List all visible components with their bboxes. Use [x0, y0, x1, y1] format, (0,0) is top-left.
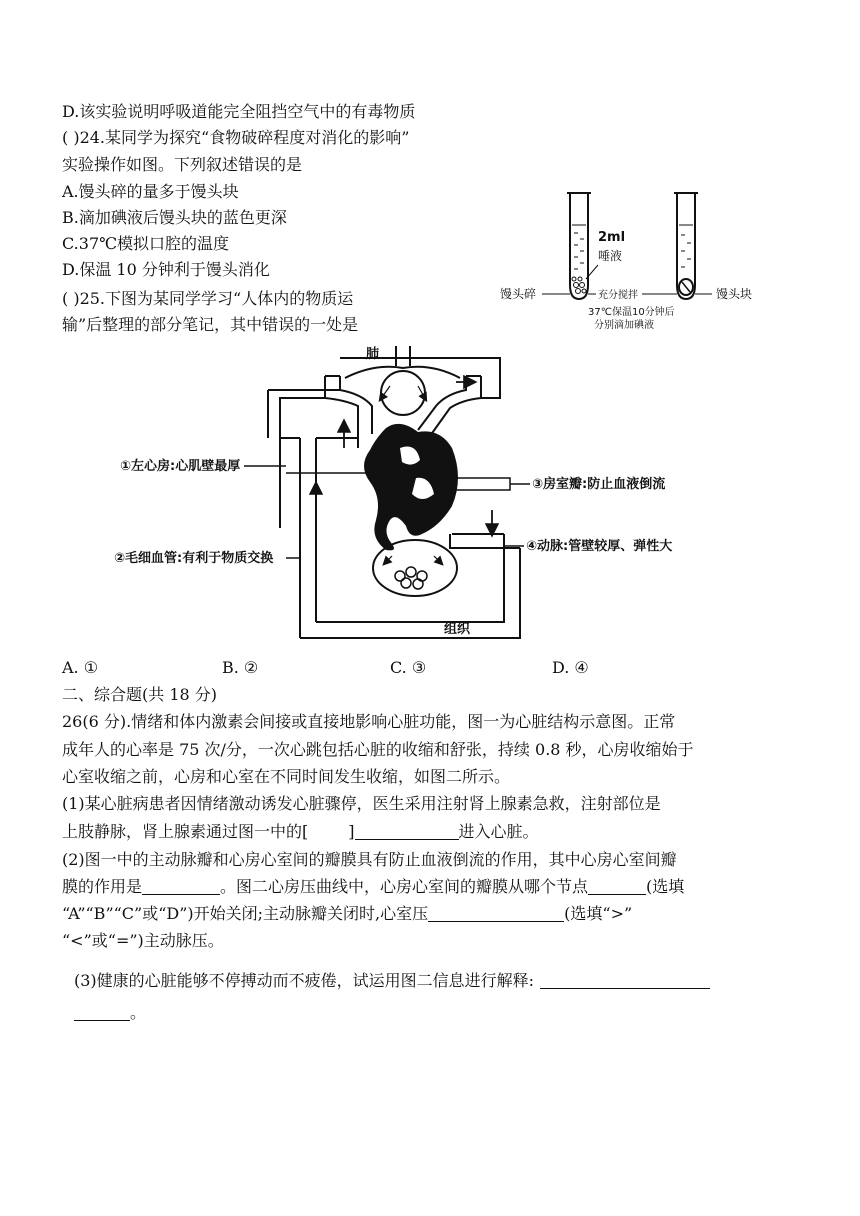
lung-capillary — [345, 346, 460, 415]
q26-part2-line2 — [62, 877, 684, 897]
block-label: 馒头块 — [716, 287, 753, 301]
part2-text-b: 。图二心房压曲线中，心房心室间的瓣膜从哪个节点 — [220, 877, 589, 896]
q24-option-a: A.馒头碎的量多于馒头块 — [62, 182, 239, 201]
answer-blank-node[interactable] — [588, 878, 646, 895]
q24-option-b: B.滴加碘液后馒头块的蓝色更深 — [62, 208, 287, 227]
q26-part3-line1 — [74, 971, 710, 991]
part3-end: 。 — [130, 1003, 147, 1022]
note-1: ①左心房:心肌壁最厚 — [120, 459, 241, 474]
q25-option-a: A. ① — [62, 658, 99, 677]
part2-text-d: “A”“B”“C”或“D”)开始关闭;主动脉瓣关闭时,心室压 — [62, 904, 429, 923]
right-test-tube — [674, 193, 698, 299]
part1-text-a: 上肢静脉，肾上腺素通过图一中的[ — [62, 822, 309, 841]
q25-stem-line1: ( )25.下图为某同学学习“人体内的物质运 — [62, 289, 354, 308]
part1-text-b: ] — [348, 822, 355, 841]
saliva-label: 唾液 — [598, 249, 623, 263]
q26-intro-line2: 成年人的心率是 75 次/分，一次心跳包括心脏的收缩和舒张，持续 0.8 秒，心房收缩始于 — [62, 740, 694, 759]
q26-part1-line2 — [62, 822, 539, 842]
lung-label: 肺 — [366, 347, 380, 362]
digestion-experiment-figure — [490, 185, 790, 330]
left-test-tube — [567, 193, 591, 299]
q24-stem-line1: ( )24.某同学为探究“食物破碎程度对消化的影响” — [62, 128, 410, 147]
part2-text-a: 膜的作用是 — [62, 877, 143, 896]
q26-intro-line3: 心室收缩之前，心房和心室在不同时间发生收缩，如图二所示。 — [62, 767, 511, 786]
answer-blank-vessel[interactable] — [355, 823, 459, 840]
q25-option-d: D. ④ — [552, 658, 589, 677]
answer-blank-valve-role[interactable] — [142, 878, 220, 895]
q25-option-c: C. ③ — [390, 658, 427, 677]
part1-text-c: 进入心脏。 — [458, 822, 539, 841]
answer-blank-pressure[interactable] — [428, 905, 564, 922]
circulation-diagram — [100, 338, 720, 643]
heart — [364, 424, 458, 551]
q25-option-b: B. ② — [222, 658, 259, 677]
answer-blank-explain-1[interactable] — [540, 972, 710, 989]
q26-part2-line4: “<”或“=”)主动脉压。 — [62, 931, 224, 950]
stir-label: 充分搅拌 — [598, 290, 638, 301]
tissue-label: 组织 — [444, 622, 471, 637]
note-line1: 37℃保温10分钟后 — [588, 307, 675, 318]
part2-text-e: (选填“>” — [564, 904, 633, 923]
q26-intro-line1: 26(6 分).情绪和体内激素会间接或直接地影响心脏功能，图一为心脏结构示意图。正常 — [62, 712, 676, 731]
crumbs-label: 馒头碎 — [500, 287, 537, 301]
q26-part1-line1: (1)某心脏病患者因情绪激动诱发心脏骤停，医生采用注射肾上腺素急救，注射部位是 — [62, 794, 661, 813]
answer-blank-explain-2[interactable] — [74, 1004, 130, 1021]
q26-part2-line3 — [62, 904, 632, 924]
q24-stem-line2: 实验操作如图。下列叙述错误的是 — [62, 155, 303, 174]
q26-part3-line2 — [74, 1003, 146, 1023]
part2-text-c: (选填 — [646, 877, 685, 896]
q25-stem-line2: 输”后整理的部分笔记，其中错误的一处是 — [62, 315, 359, 334]
note-3: ③房室瓣:防止血液倒流 — [532, 477, 666, 492]
q23-option-d: D.该实验说明呼吸道能完全阻挡空气中的有毒物质 — [62, 102, 416, 121]
q24-option-d: D.保温 10 分钟利于馒头消化 — [62, 260, 270, 279]
note-4: ④动脉:管壁较厚、弹性大 — [526, 539, 673, 554]
note-line2: 分别滴加碘液 — [594, 320, 654, 330]
q24-option-c: C.37℃模拟口腔的温度 — [62, 234, 230, 253]
section2-heading: 二、综合题(共 18 分) — [62, 685, 218, 704]
note-2: ②毛细血管:有利于物质交换 — [114, 551, 274, 566]
part3-text: (3)健康的心脏能够不停搏动而不疲倦，试运用图二信息进行解释: — [74, 971, 535, 990]
q26-part2-line1: (2)图一中的主动脉瓣和心房心室间的瓣膜具有防止血液倒流的作用，其中心房心室间瓣 — [62, 850, 677, 869]
volume-label: 2ml — [598, 230, 626, 245]
